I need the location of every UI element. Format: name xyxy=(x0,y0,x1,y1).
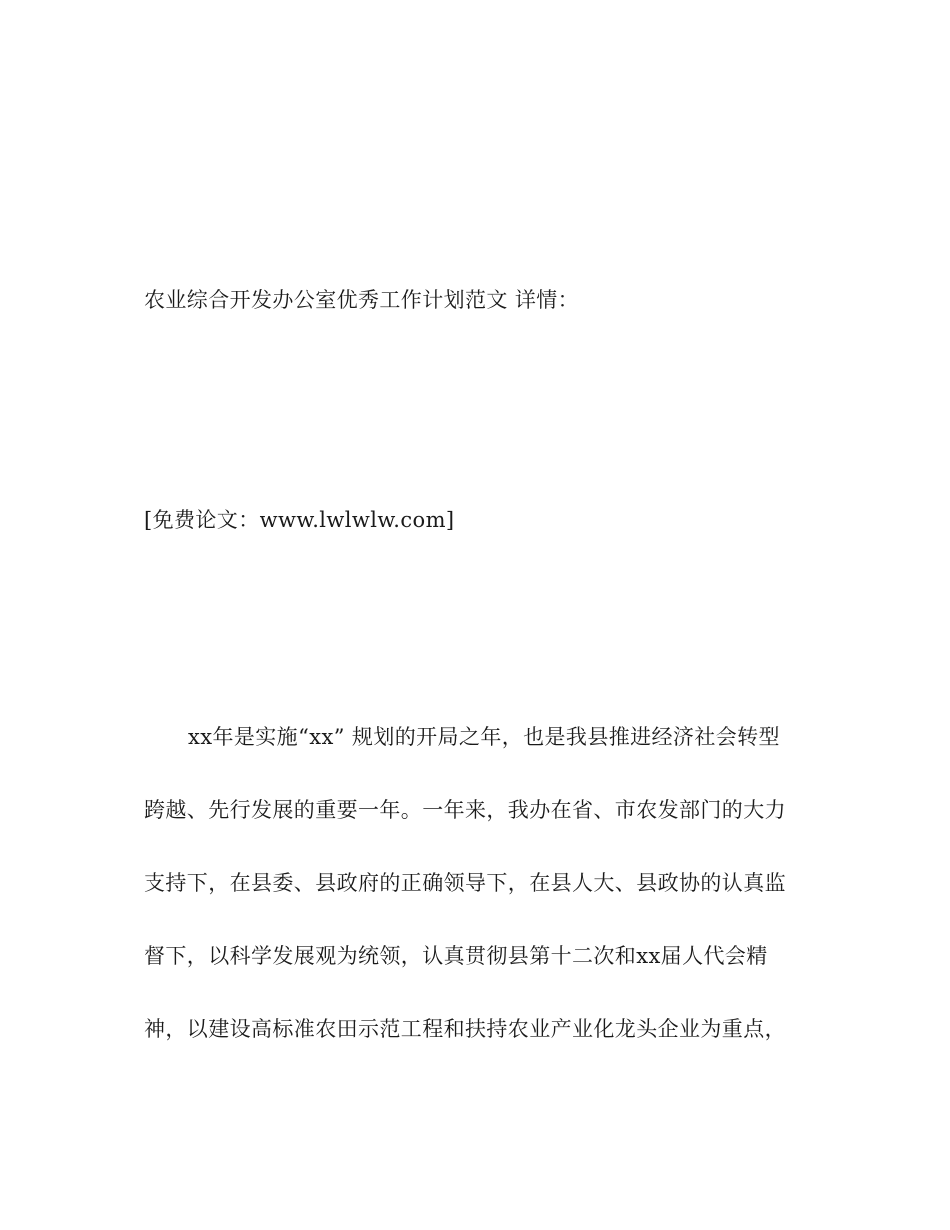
body-line: 神，以建设高标准农田示范工程和扶持农业产业化龙头企业为重点， xyxy=(144,1017,786,1041)
source-note: [免费论文：www.lwlwlw.com] xyxy=(144,508,455,532)
body-line: 支持下，在县委、县政府的正确领导下，在县人大、县政协的认真监 xyxy=(144,871,786,895)
document-heading: 农业综合开发办公室优秀工作计划范文 详情： xyxy=(144,288,580,312)
body-line: 督下，以科学发展观为统领，认真贯彻县第十二次和xx届人代会精 xyxy=(144,944,768,968)
body-line: xx年是实施“xx” 规划的开局之年，也是我县推进经济社会转型 xyxy=(188,725,780,749)
body-line: 跨越、先行发展的重要一年。一年来，我办在省、市农发部门的大力 xyxy=(144,798,786,822)
